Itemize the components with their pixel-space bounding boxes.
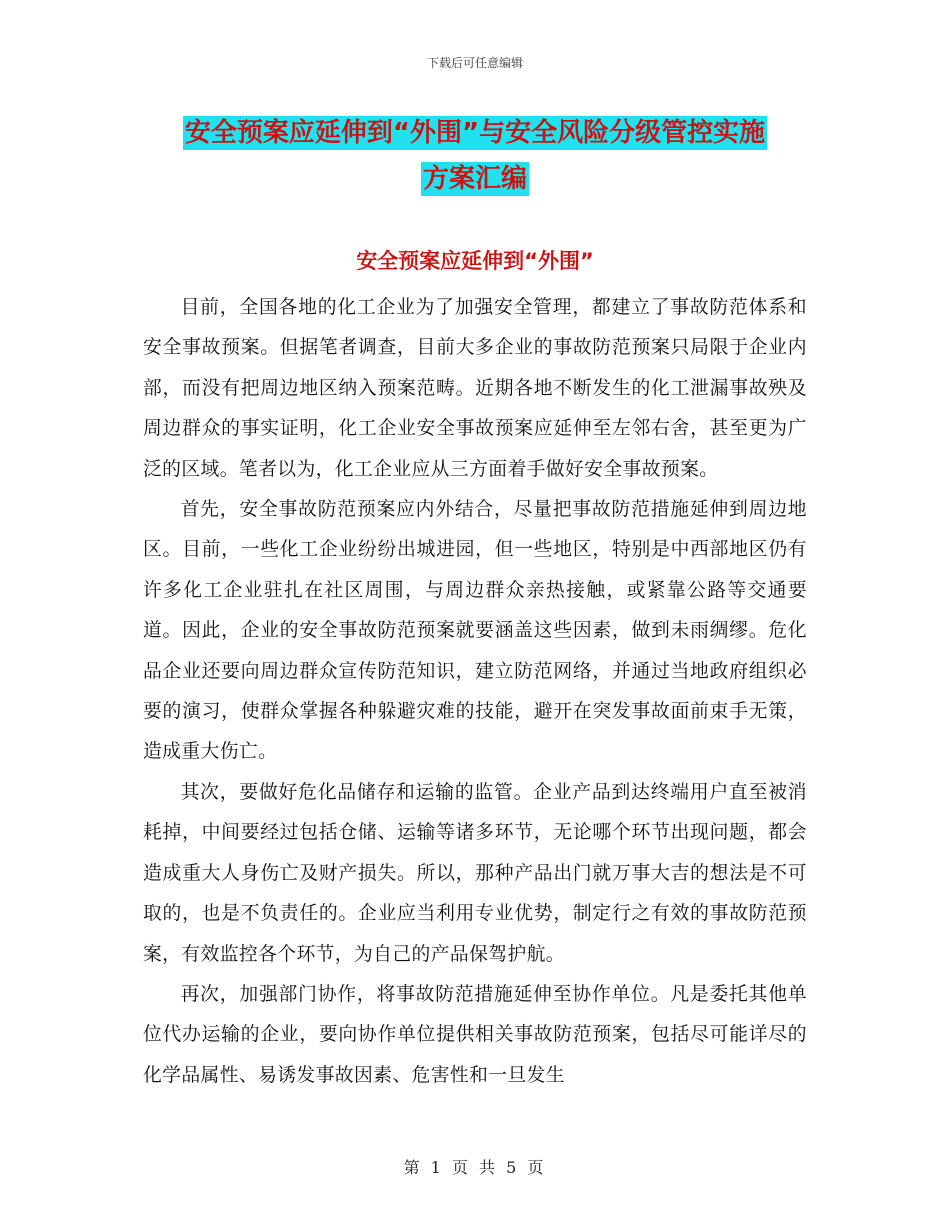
paragraph-2: 首先，安全事故防范预案应内外结合，尽量把事故防范措施延伸到周边地区。目前，一些化工企业纷纷出城进园，但一些地区，特别是中西部地区仍有许多化工企业驻扎在社区周围，与周边群众亲热接触，或紧靠公路等交通要道。因此，企业的安全事故防范预案就要涵盖这些因素，做到未雨绸缪。危化品企业还要向周边群众宣传防范知识，建立防范网络，并通过当地政府组织必要的演习，使群众掌握各种躲避灾难的技能，避开在突发事故面前束手无策，造成重大伤亡。 (143, 499, 807, 763)
section-title: 安全预案应延伸到“外围” (356, 249, 594, 273)
paragraph-1: 目前，全国各地的化工企业为了加强安全管理，都建立了事故防范体系和安全事故预案。但据笔者调查，目前大多企业的事故防范预案只局限于企业内部，而没有把周边地区纳入预案范畴。近期各地不断发生的化工泄漏事故殃及周边群众的事实证明，化工企业安全事故预案应延伸至左邻右舍，甚至更为广泛的区域。笔者以为，化工企业应从三方面着手做好安全事故预案。 (143, 297, 807, 480)
document-title (150, 110, 800, 202)
paragraph-3: 其次，要做好危化品储存和运输的监管。企业产品到达终端用户直至被消耗掉，中间要经过包括仓储、运输等诸多环节，无论哪个环节出现问题，都会造成重大人身伤亡及财产损失。所以，那种产品出门就万事大吉的想法是不可取的，也是不负责任的。企业应当利用专业优势，制定行之有效的事故防范预案，有效监控各个环节，为自己的产品保驾护航。 (143, 781, 807, 965)
page-number-footer: 第 1 页 共 5 页 (403, 1158, 547, 1177)
document-title-line-2: 方案汇编 (422, 164, 527, 194)
body-text (143, 288, 807, 1096)
paragraph-4: 再次，加强部门协作，将事故防范措施延伸至协作单位。凡是委托其他单位代办运输的企业，要向协作单位提供相关事故防范预案，包括尽可能详尽的化学品属性、易诱发事故因素、危害性和一旦发生 (143, 983, 807, 1086)
document-title-line-1: 安全预案应延伸到“外围”与安全风险分级管控实施 (184, 118, 766, 148)
header-note: 下载后可任意编辑 (426, 56, 523, 70)
